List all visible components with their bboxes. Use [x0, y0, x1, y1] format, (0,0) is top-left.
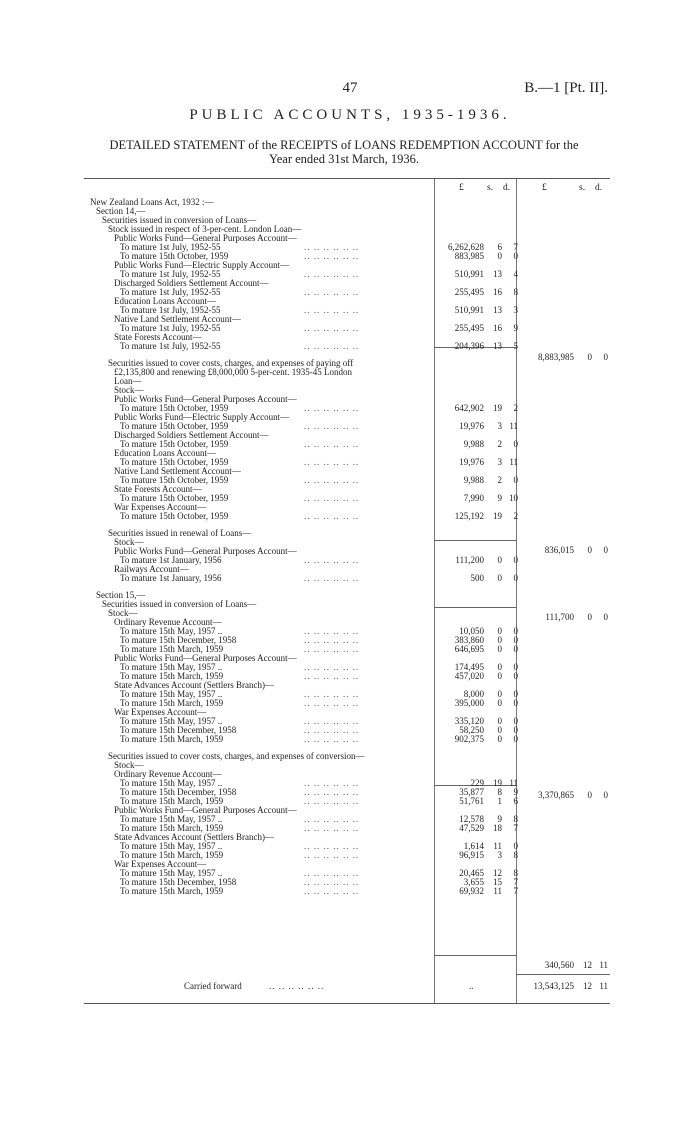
row-label: Public Works Fund—General Purposes Account— [114, 805, 297, 815]
ledger-row [84, 734, 610, 744]
amount-pence: 0 [513, 698, 518, 708]
subtotal-rule [434, 955, 516, 956]
amount-shillings: 0 [587, 790, 592, 800]
row-label: Securities issued in renewal of Loans— [108, 528, 252, 538]
amount-pence: 11 [509, 457, 518, 467]
page-number: 47 [342, 80, 358, 96]
amount-shillings: 19 [493, 511, 502, 521]
row-label: Stock— [108, 608, 138, 618]
leader-dots: .. .. .. .. .. .. [304, 886, 360, 896]
amount-pence: 8 [513, 868, 518, 878]
row-label: To mature 15th March, 1959 [120, 698, 224, 708]
amount-shillings: 0 [497, 698, 502, 708]
row-label: Securities issued to cover costs, charges, and expenses of conversion— [108, 751, 365, 761]
amount-shillings: 0 [497, 725, 502, 735]
leader-dots: .. .. .. .. .. .. [304, 644, 360, 654]
amount-pence: 5 [513, 341, 518, 351]
row-label: Stock— [114, 760, 144, 770]
amount-pence: 9 [513, 323, 518, 333]
leader-dots: .. .. .. .. .. .. [304, 269, 360, 279]
amount-shillings: 0 [497, 662, 502, 672]
amount-shillings: 0 [497, 689, 502, 699]
amount-shillings: 0 [497, 635, 502, 645]
amount-shillings: 0 [497, 555, 502, 565]
row-label: To mature 1st January, 1956 [120, 573, 222, 583]
amount-pounds: 646,695 [454, 644, 484, 654]
amount-shillings: 3 [497, 421, 502, 431]
row-label: To mature 1st July, 1952-55 [120, 287, 221, 297]
leader-dots: .. .. .. .. .. .. [304, 823, 360, 833]
amount-pence: 0 [513, 716, 518, 726]
row-label: Securities issued to cover costs, charges, and expenses of paying off [108, 358, 354, 368]
row-label: To mature 15th October, 1959 [120, 421, 229, 431]
amount-pence: 0 [513, 251, 518, 261]
leader-dots: .. .. .. .. .. .. [304, 734, 360, 744]
amount-pounds: 335,120 [454, 716, 484, 726]
leader-dots: .. .. .. .. .. .. [304, 850, 360, 860]
row-label: Public Works Fund—Electric Supply Account— [114, 260, 290, 270]
row-label: State Advances Account (Settlers Branch)— [114, 832, 274, 842]
amount-shillings: 13 [493, 305, 502, 315]
row-label: To mature 15th May, 1957 .. [120, 814, 223, 824]
leader-dots: .. .. .. .. .. .. [304, 671, 360, 681]
subtotal-row [84, 960, 610, 970]
amount-pounds: 19,976 [459, 457, 484, 467]
row-label: To mature 15th December, 1958 [120, 787, 237, 797]
amount-pounds: 174,495 [454, 662, 484, 672]
leader-dots: .. .. .. .. .. .. [304, 698, 360, 708]
row-label: To mature 15th May, 1957 .. [120, 868, 223, 878]
page-title: PUBLIC ACCOUNTS, 1935-1936. [189, 107, 511, 123]
row-label: Stock— [114, 385, 144, 395]
amount-shillings: 3 [497, 457, 502, 467]
leader-dots: .. .. .. .. .. .. [304, 877, 360, 887]
amount-pounds: 883,985 [454, 251, 484, 261]
amount-pounds: 35,877 [459, 787, 484, 797]
row-label: To mature 15th May, 1957 .. [120, 716, 223, 726]
row-label: To mature 15th March, 1959 [120, 850, 224, 860]
amount-shillings: 8 [497, 787, 502, 797]
amount-pence: 0 [513, 671, 518, 681]
row-label: To mature 15th December, 1958 [120, 725, 237, 735]
amount-shillings: 2 [497, 439, 502, 449]
row-label: Education Loans Account— [114, 448, 216, 458]
row-label: To mature 15th October, 1959 [120, 511, 229, 521]
subtotal-row [84, 612, 610, 622]
leader-dots: .. .. .. .. .. .. [304, 662, 360, 672]
amount-pounds: 111,700 [545, 612, 574, 622]
row-label: To mature 15th October, 1959 [120, 457, 229, 467]
amount-pence: 0 [513, 734, 518, 744]
total-rule [516, 974, 610, 975]
row-label: Native Land Settlement Account— [114, 466, 241, 476]
row-label: To mature 1st January, 1956 [120, 555, 222, 565]
amount-shillings: 0 [497, 644, 502, 654]
row-label: Section 14,— [96, 206, 146, 216]
col2-pound-header: £ [542, 183, 547, 193]
amount-pence: 0 [513, 841, 518, 851]
amount-pence: 0 [513, 725, 518, 735]
amount-pounds: 3,655 [463, 877, 484, 887]
amount-shillings: 13 [493, 269, 502, 279]
leader-dots: .. .. .. .. .. .. [304, 814, 360, 824]
amount-pounds: 255,495 [454, 287, 484, 297]
amount-pounds: 3,370,865 [538, 790, 574, 800]
amount-shillings: 0 [497, 671, 502, 681]
amount-shillings: 15 [493, 877, 502, 887]
amount-pence: 2 [513, 403, 518, 413]
leader-dots: .. .. .. .. .. .. [304, 725, 360, 735]
row-label: State Forests Account— [114, 484, 202, 494]
row-label: To mature 15th October, 1959 [120, 493, 229, 503]
row-label: War Expenses Account— [114, 707, 207, 717]
amount-shillings: 0 [587, 545, 592, 555]
subtitle-line-2: Year ended 31st March, 1936. [268, 152, 420, 166]
amount-shillings: 0 [497, 734, 502, 744]
leader-dots: .. .. .. .. .. .. [269, 981, 325, 991]
amount-pounds: 10,050 [459, 626, 484, 636]
amount-pence: 0 [603, 545, 608, 555]
amount-pence: 8 [513, 850, 518, 860]
amount-pounds: 1,614 [463, 841, 484, 851]
leader-dots: .. .. .. .. .. .. [304, 421, 360, 431]
col2-pence-header: d. [595, 183, 603, 193]
row-label: To mature 1st July, 1952-55 [120, 341, 221, 351]
row-label: Section 15,— [96, 590, 146, 600]
amount-pence: 0 [513, 635, 518, 645]
amount-pounds: 19,976 [459, 421, 484, 431]
leader-dots: .. .. .. .. .. .. [304, 573, 360, 583]
row-label: Loan— [114, 376, 142, 386]
amount-pounds: 47,529 [459, 823, 484, 833]
amount-pence: 8 [513, 814, 518, 824]
amount-pounds: 500 [470, 573, 484, 583]
row-label: State Advances Account (Settlers Branch)— [114, 680, 274, 690]
leader-dots: .. .. .. .. .. .. [304, 287, 360, 297]
amount-pence: 0 [513, 662, 518, 672]
amount-pounds: 642,902 [454, 403, 484, 413]
amount-pence: 10 [509, 493, 518, 503]
ledger-row [84, 573, 610, 583]
document-reference: B.—1 [Pt. II]. [524, 80, 608, 96]
row-label: Public Works Fund—General Purposes Account— [114, 546, 297, 556]
amount-shillings: 3 [497, 850, 502, 860]
row-label: Discharged Soldiers Settlement Account— [114, 278, 269, 288]
leader-dots: .. .. .. .. .. .. [304, 511, 360, 521]
amount-pounds: 13,543,125 [533, 981, 574, 991]
amount-pounds: 51,761 [459, 796, 484, 806]
amount-shillings: 18 [493, 823, 502, 833]
col1-pound-header: £ [459, 183, 464, 193]
amount-pounds: 255,495 [454, 323, 484, 333]
leader-dots: .. .. .. .. .. .. [304, 493, 360, 503]
amount-shillings: 2 [497, 475, 502, 485]
row-label: To mature 15th May, 1957 .. [120, 841, 223, 851]
row-label: To mature 15th May, 1957 .. [120, 662, 223, 672]
row-label: To mature 15th December, 1958 [120, 635, 237, 645]
amount-shillings: 12 [583, 981, 592, 991]
leader-dots: .. .. .. .. .. .. [304, 242, 360, 252]
amount-pounds: 204,396 [454, 341, 484, 351]
amount-pence: 7 [513, 242, 518, 252]
amount-pence: 8 [513, 287, 518, 297]
subtitle-line-1: DETAILED STATEMENT of the RECEIPTS of LOANS REDEMPTION ACCOUNT for the [109, 138, 579, 152]
col1-shilling-header: s. [487, 183, 494, 193]
row-label: To mature 15th October, 1959 [120, 251, 229, 261]
row-label: Ordinary Revenue Account— [114, 617, 222, 627]
col2-shilling-header: s. [579, 183, 586, 193]
amount-shillings: 6 [497, 242, 502, 252]
row-label: State Forests Account— [114, 332, 202, 342]
amount-pounds: 8,883,985 [538, 352, 574, 362]
amount-pounds: 6,262,628 [448, 242, 484, 252]
amount-pounds: 58,250 [459, 725, 484, 735]
amount-shillings: 11 [493, 841, 502, 851]
amount-shillings: 16 [493, 287, 502, 297]
amount-pence: 11 [509, 421, 518, 431]
amount-pence: 9 [513, 787, 518, 797]
carried-forward-label: Carried forward [184, 981, 242, 991]
leader-dots: .. .. .. .. .. .. [304, 716, 360, 726]
leader-dots: .. .. .. .. .. .. [304, 689, 360, 699]
leader-dots: .. .. .. .. .. .. [304, 251, 360, 261]
row-label: Public Works Fund—General Purposes Account— [114, 653, 297, 663]
row-label: To mature 15th March, 1959 [120, 734, 224, 744]
leader-dots: .. .. .. .. .. .. [304, 626, 360, 636]
amount-pence: 11 [509, 778, 518, 788]
amount-pounds: 12,578 [459, 814, 484, 824]
amount-pence: 0 [513, 555, 518, 565]
leader-dots: .. .. .. .. .. .. [304, 841, 360, 851]
row-label: Native Land Settlement Account— [114, 314, 241, 324]
amount-shillings: 0 [587, 352, 592, 362]
leader-dots: .. .. .. .. .. .. [304, 403, 360, 413]
amount-pence: 11 [599, 981, 608, 991]
ledger-row [84, 886, 610, 896]
row-label: To mature 15th March, 1959 [120, 671, 224, 681]
ledger-row [84, 511, 610, 521]
amount-pounds: 836,015 [544, 545, 574, 555]
subtotal-row [84, 790, 610, 800]
amount-pounds: 395,000 [454, 698, 484, 708]
row-label: War Expenses Account— [114, 859, 207, 869]
row-label: To mature 15th October, 1959 [120, 403, 229, 413]
amount-pence: 0 [513, 644, 518, 654]
amount-pence: 0 [603, 612, 608, 622]
amount-shillings: 0 [497, 573, 502, 583]
row-label: To mature 15th October, 1959 [120, 475, 229, 485]
row-label: To mature 1st July, 1952-55 [120, 323, 221, 333]
subtotal-row [84, 545, 610, 555]
subtotal-row [84, 352, 610, 362]
leader-dots: .. .. .. .. .. .. [304, 305, 360, 315]
row-label: New Zealand Loans Act, 1932 :— [90, 197, 214, 207]
amount-pence: 3 [513, 305, 518, 315]
row-label: Stock— [114, 537, 144, 547]
leader-dots: .. .. .. .. .. .. [304, 635, 360, 645]
amount-pence: 7 [513, 877, 518, 887]
row-label: To mature 15th March, 1959 [120, 823, 224, 833]
row-label: Stock issued in respect of 3-per-cent. London Loan— [108, 224, 302, 234]
row-label: To mature 15th May, 1957 .. [120, 689, 223, 699]
amount-pounds: 457,020 [454, 671, 484, 681]
leader-dots: .. .. .. .. .. .. [304, 796, 360, 806]
leader-dots: .. .. .. .. .. .. [304, 555, 360, 565]
amount-pence: 7 [513, 886, 518, 896]
amount-pounds: 69,932 [459, 886, 484, 896]
row-label: Public Works Fund—Electric Supply Account— [114, 412, 290, 422]
row-label: To mature 1st July, 1952-55 [120, 242, 221, 252]
amount-shillings: 1 [497, 796, 502, 806]
amount-pence: 0 [513, 439, 518, 449]
row-label: Public Works Fund—General Purposes Account— [114, 233, 297, 243]
amount-shillings: 13 [493, 341, 502, 351]
amount-pounds: 902,375 [454, 734, 484, 744]
row-label: Railways Account— [114, 564, 189, 574]
row-label: To mature 15th May, 1957 .. [120, 778, 223, 788]
amount-pence: 11 [599, 960, 608, 970]
leader-dots: .. .. .. .. .. .. [304, 868, 360, 878]
amount-pounds: 20,465 [459, 868, 484, 878]
row-label: £2,135,800 and renewing £8,000,000 5-per-cent. 1935-45 London [114, 367, 353, 377]
amount-shillings: 12 [493, 868, 502, 878]
amount-pounds: 125,192 [454, 511, 484, 521]
amount-pence: 0 [513, 475, 518, 485]
row-label: Education Loans Account— [114, 296, 216, 306]
row-label: To mature 15th March, 1959 [120, 644, 224, 654]
amount-pence: 0 [603, 352, 608, 362]
amount-pounds: 229 [470, 778, 484, 788]
amount-pounds: 9,988 [463, 439, 484, 449]
amount-pounds: 383,860 [454, 635, 484, 645]
ledger-table [84, 178, 610, 1004]
row-label: Discharged Soldiers Settlement Account— [114, 430, 269, 440]
leader-dots: .. .. .. .. .. .. [304, 323, 360, 333]
amount-pence: 0 [513, 626, 518, 636]
amount-shillings: 0 [587, 612, 592, 622]
amount-pence: 7 [513, 823, 518, 833]
row-label: Securities issued in conversion of Loans— [102, 599, 257, 609]
amount-pence: 6 [513, 796, 518, 806]
col1-pence-header: d. [503, 183, 511, 193]
amount-shillings: 0 [497, 626, 502, 636]
amount-pence: 0 [603, 790, 608, 800]
amount-pounds: 8,000 [463, 689, 484, 699]
leader-dots: .. .. .. .. .. .. [304, 475, 360, 485]
amount-pounds: 510,991 [454, 305, 484, 315]
amount-shillings: 0 [497, 716, 502, 726]
row-label: Securities issued in conversion of Loans— [102, 215, 257, 225]
ledger-row [84, 341, 610, 351]
amount-shillings: 19 [493, 778, 502, 788]
amount-shillings: 11 [493, 886, 502, 896]
amount-pence: 0 [513, 689, 518, 699]
row-label: To mature 15th March, 1959 [120, 886, 224, 896]
amount-shillings: 12 [583, 960, 592, 970]
row-label: To mature 1st July, 1952-55 [120, 305, 221, 315]
row-label: To mature 15th December, 1958 [120, 877, 237, 887]
amount-pence: 0 [513, 573, 518, 583]
amount-shillings: 9 [497, 493, 502, 503]
amount-pounds: 9,988 [463, 475, 484, 485]
row-label: To mature 15th March, 1959 [120, 796, 224, 806]
carried-forward-dots: .. [469, 981, 474, 991]
amount-pounds: 510,991 [454, 269, 484, 279]
row-label: Ordinary Revenue Account— [114, 769, 222, 779]
amount-shillings: 16 [493, 323, 502, 333]
amount-shillings: 9 [497, 814, 502, 824]
carried-forward-row [84, 981, 610, 991]
amount-pence: 4 [513, 269, 518, 279]
amount-pounds: 7,990 [463, 493, 484, 503]
amount-shillings: 0 [497, 251, 502, 261]
row-label: Public Works Fund—General Purposes Account— [114, 394, 297, 404]
row-label: To mature 15th October, 1959 [120, 439, 229, 449]
amount-pounds: 111,200 [455, 555, 484, 565]
amount-pounds: 340,560 [544, 960, 574, 970]
leader-dots: .. .. .. .. .. .. [304, 341, 360, 351]
row-label: War Expenses Account— [114, 502, 207, 512]
amount-shillings: 19 [493, 403, 502, 413]
amount-pounds: 96,915 [459, 850, 484, 860]
amount-pence: 2 [513, 511, 518, 521]
row-label: To mature 1st July, 1952-55 [120, 269, 221, 279]
leader-dots: .. .. .. .. .. .. [304, 457, 360, 467]
leader-dots: .. .. .. .. .. .. [304, 787, 360, 797]
leader-dots: .. .. .. .. .. .. [304, 778, 360, 788]
statement-subtitle [80, 138, 608, 166]
row-label: To mature 15th May, 1957 .. [120, 626, 223, 636]
leader-dots: .. .. .. .. .. .. [304, 439, 360, 449]
